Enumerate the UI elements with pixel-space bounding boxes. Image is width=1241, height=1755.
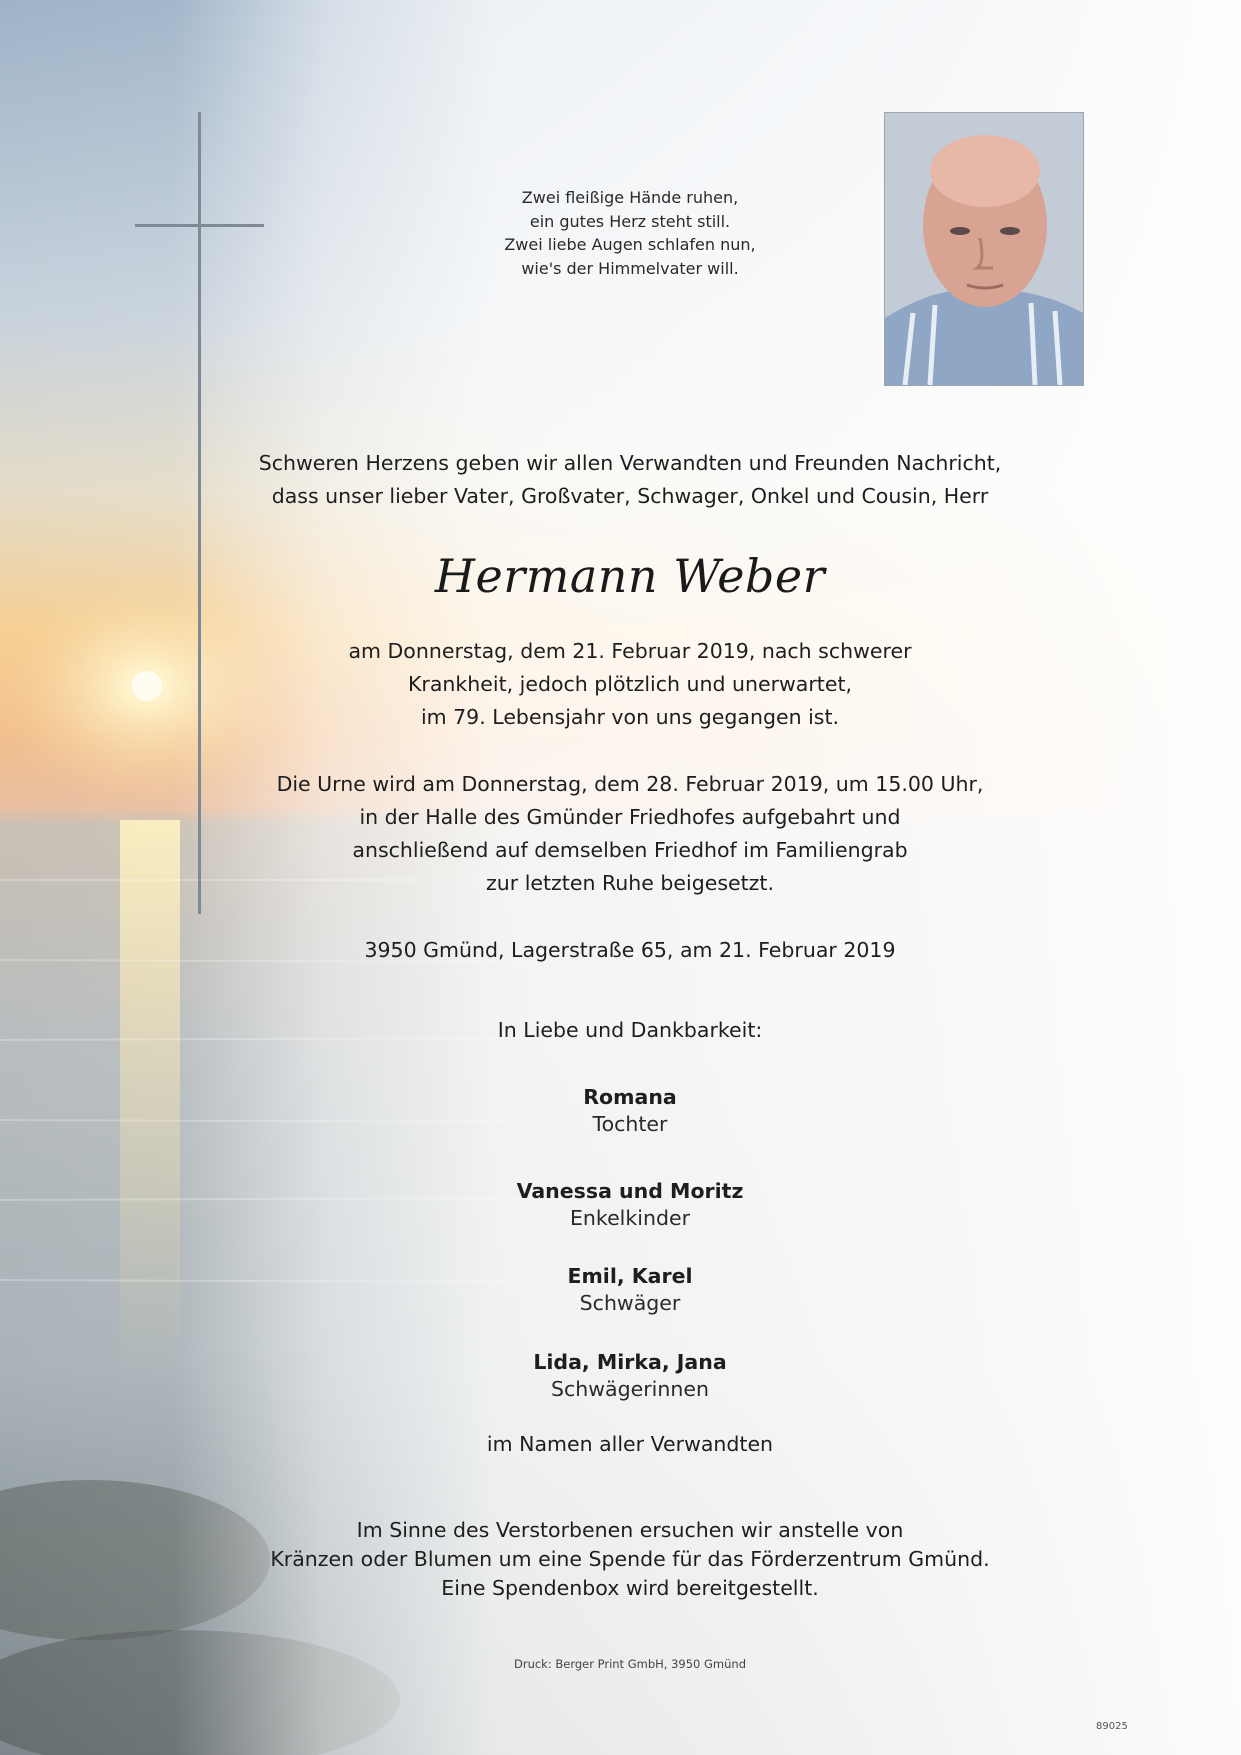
cross-horizontal-bar [135,224,264,227]
verse-line: ein gutes Herz steht still. [529,211,731,231]
mourner-name: Emil, Karel [567,1264,693,1288]
verse-line: Zwei fleißige Hände ruhen, [521,188,739,207]
death-line: im 79. Lebensjahr von uns gegangen ist. [420,705,840,729]
mourner-name: Lida, Mirka, Jana [533,1350,727,1374]
deceased-name: Hermann Weber [434,549,826,603]
cross-vertical-bar [198,112,201,914]
verse-line: Zwei liebe Augen schlafen nun, [504,235,756,254]
mourner-name: Romana [583,1085,677,1109]
donation-line: Eine Spendenbox wird bereitgestellt. [441,1576,819,1600]
death-notice [230,635,1030,734]
mourner-role: Enkelkinder [569,1206,690,1230]
intro-line: Schweren Herzens geben wir allen Verwandten und Freunden Nachricht, [258,451,1002,475]
verse-line: wie's der Himmelvater will. [521,258,739,278]
donation-request [230,1516,1030,1603]
mourner-group [230,1263,1030,1317]
donation-line: Kränzen oder Blumen um eine Spende für das Förderzentrum Gmünd. [270,1547,990,1571]
funeral-line: zur letzten Ruhe beigesetzt. [486,871,774,895]
printer-credit: Druck: Berger Print GmbH, 3950 Gmünd [513,1657,747,1671]
thanks-heading: In Liebe und Dankbarkeit: [497,1018,763,1042]
mourner-group [230,1178,1030,1232]
intro-text [230,447,1030,513]
portrait-photo [884,112,1084,386]
death-line: Krankheit, jedoch plötzlich und unerwartet, [407,672,853,696]
place-and-date: 3950 Gmünd, Lagerstraße 65, am 21. Februar 2019 [364,938,896,962]
death-line: am Donnerstag, dem 21. Februar 2019, nach schwerer [348,639,912,663]
template-code: 89025 [1096,1721,1128,1732]
mourner-role: Schwäger [579,1291,681,1315]
funeral-line: Die Urne wird am Donnerstag, dem 28. Februar 2019, um 15.00 Uhr, [276,772,984,796]
mourner-name: Vanessa und Moritz [516,1179,744,1203]
mourner-role: Schwägerinnen [551,1377,709,1401]
funeral-line: in der Halle des Gmünder Friedhofes aufgebahrt und [359,805,901,829]
donation-line: Im Sinne des Verstorbenen ersuchen wir anstelle von [356,1518,904,1542]
mourner-group [230,1084,1030,1138]
funeral-line: anschließend auf demselben Friedhof im Familiengrab [352,838,908,862]
mourner-group [230,1349,1030,1403]
mourner-role: Tochter [592,1112,668,1136]
on-behalf-line: im Namen aller Verwandten [486,1432,774,1456]
verse-block [452,186,808,280]
intro-line: dass unser lieber Vater, Großvater, Schwager, Onkel und Cousin, Herr [271,484,989,508]
funeral-details [230,768,1030,900]
